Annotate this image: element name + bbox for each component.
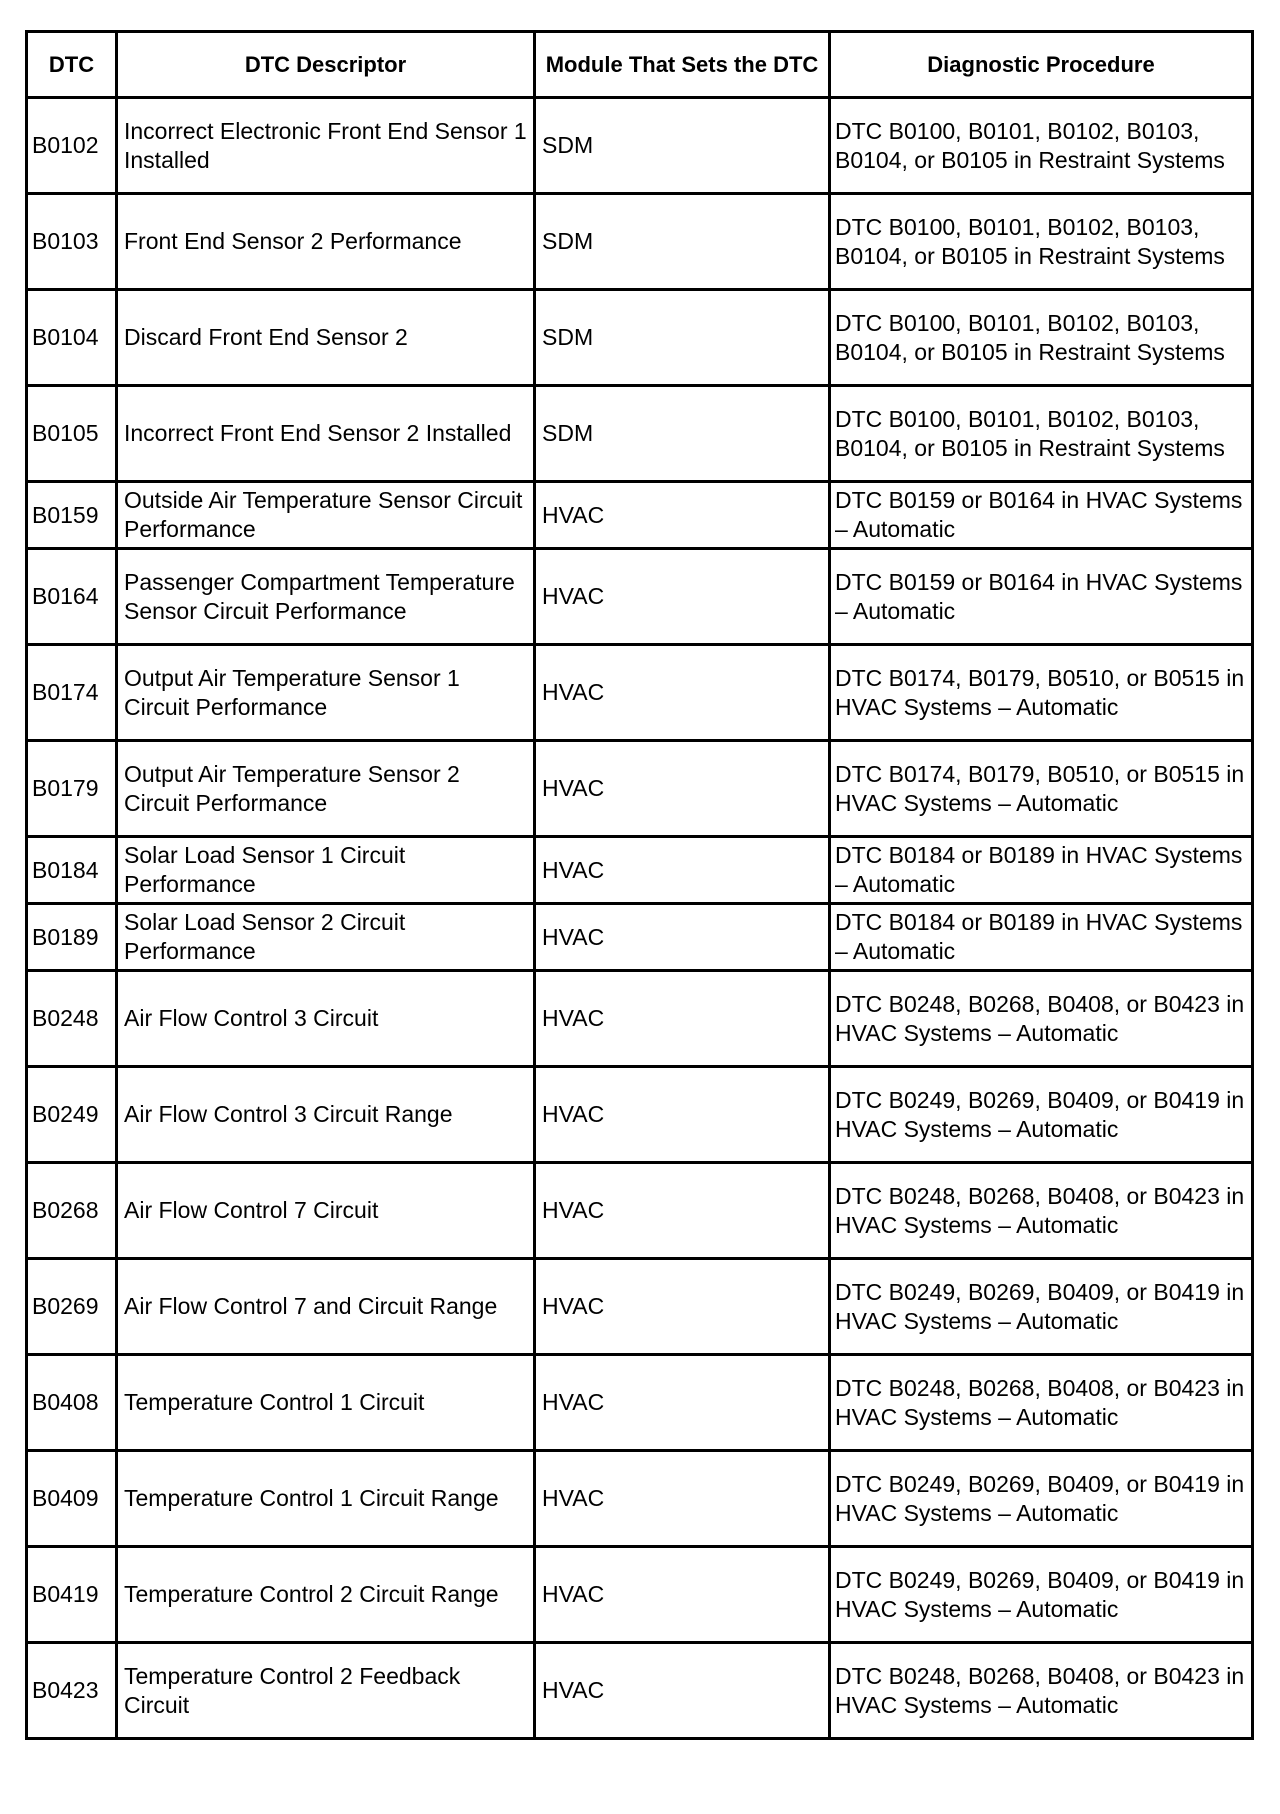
- setting-module: HVAC: [535, 1067, 830, 1163]
- setting-module: HVAC: [535, 549, 830, 645]
- dtc-descriptor: Front End Sensor 2 Performance: [117, 194, 535, 290]
- header-dtc: DTC: [27, 32, 117, 98]
- dtc-descriptor: Incorrect Electronic Front End Sensor 1 Installed: [117, 98, 535, 194]
- dtc-descriptor: Output Air Temperature Sensor 1 Circuit Performance: [117, 645, 535, 741]
- dtc-descriptor: Incorrect Front End Sensor 2 Installed: [117, 386, 535, 482]
- dtc-code: B0164: [27, 549, 117, 645]
- diagnostic-procedure: DTC B0249, B0269, B0409, or B0419 in HVAC Systems – Automatic: [830, 1259, 1253, 1355]
- setting-module: HVAC: [535, 1451, 830, 1547]
- setting-module: HVAC: [535, 837, 830, 904]
- diagnostic-procedure: DTC B0100, B0101, B0102, B0103, B0104, or B0105 in Restraint Systems: [830, 98, 1253, 194]
- table-row: [27, 645, 1253, 741]
- setting-module: SDM: [535, 98, 830, 194]
- dtc-descriptor: Output Air Temperature Sensor 2 Circuit Performance: [117, 741, 535, 837]
- table-header: [27, 32, 1253, 98]
- setting-module: HVAC: [535, 971, 830, 1067]
- dtc-descriptor: Air Flow Control 7 Circuit: [117, 1163, 535, 1259]
- table-row: [27, 1643, 1253, 1739]
- header-module: Module That Sets the DTC: [535, 32, 830, 98]
- setting-module: HVAC: [535, 1163, 830, 1259]
- dtc-descriptor: Temperature Control 2 Feedback Circuit: [117, 1643, 535, 1739]
- header-row: [27, 32, 1253, 98]
- table-row: [27, 1547, 1253, 1643]
- table-row: [27, 1163, 1253, 1259]
- setting-module: SDM: [535, 194, 830, 290]
- dtc-descriptor: Solar Load Sensor 2 Circuit Performance: [117, 904, 535, 971]
- dtc-code: B0423: [27, 1643, 117, 1739]
- dtc-code: B0249: [27, 1067, 117, 1163]
- dtc-code: B0419: [27, 1547, 117, 1643]
- dtc-code: B0409: [27, 1451, 117, 1547]
- dtc-descriptor: Outside Air Temperature Sensor Circuit Performance: [117, 482, 535, 549]
- dtc-code: B0105: [27, 386, 117, 482]
- dtc-descriptor: Passenger Compartment Temperature Sensor Circuit Performance: [117, 549, 535, 645]
- diagnostic-procedure: DTC B0100, B0101, B0102, B0103, B0104, or B0105 in Restraint Systems: [830, 386, 1253, 482]
- table-body: [27, 98, 1253, 1739]
- dtc-descriptor: Air Flow Control 3 Circuit Range: [117, 1067, 535, 1163]
- dtc-descriptor: Solar Load Sensor 1 Circuit Performance: [117, 837, 535, 904]
- dtc-descriptor: Discard Front End Sensor 2: [117, 290, 535, 386]
- table-row: [27, 837, 1253, 904]
- setting-module: HVAC: [535, 1259, 830, 1355]
- dtc-descriptor: Temperature Control 1 Circuit: [117, 1355, 535, 1451]
- table-row: [27, 98, 1253, 194]
- table-row: [27, 1259, 1253, 1355]
- setting-module: SDM: [535, 386, 830, 482]
- diagnostic-procedure: DTC B0174, B0179, B0510, or B0515 in HVAC Systems – Automatic: [830, 741, 1253, 837]
- header-procedure: Diagnostic Procedure: [830, 32, 1253, 98]
- dtc-code: B0189: [27, 904, 117, 971]
- diagnostic-procedure: DTC B0249, B0269, B0409, or B0419 in HVAC Systems – Automatic: [830, 1067, 1253, 1163]
- dtc-descriptor: Air Flow Control 3 Circuit: [117, 971, 535, 1067]
- table-row: [27, 1451, 1253, 1547]
- table-row: [27, 1067, 1253, 1163]
- dtc-code: B0268: [27, 1163, 117, 1259]
- dtc-code: B0269: [27, 1259, 117, 1355]
- dtc-code: B0408: [27, 1355, 117, 1451]
- table-row: [27, 549, 1253, 645]
- diagnostic-procedure: DTC B0100, B0101, B0102, B0103, B0104, or B0105 in Restraint Systems: [830, 194, 1253, 290]
- dtc-code: B0102: [27, 98, 117, 194]
- table-row: [27, 482, 1253, 549]
- setting-module: HVAC: [535, 741, 830, 837]
- dtc-code: B0174: [27, 645, 117, 741]
- dtc-descriptor: Temperature Control 2 Circuit Range: [117, 1547, 535, 1643]
- dtc-code: B0248: [27, 971, 117, 1067]
- dtc-code: B0104: [27, 290, 117, 386]
- table-row: [27, 741, 1253, 837]
- diagnostic-procedure: DTC B0100, B0101, B0102, B0103, B0104, or B0105 in Restraint Systems: [830, 290, 1253, 386]
- dtc-descriptor: Air Flow Control 7 and Circuit Range: [117, 1259, 535, 1355]
- dtc-descriptor: Temperature Control 1 Circuit Range: [117, 1451, 535, 1547]
- setting-module: HVAC: [535, 1355, 830, 1451]
- diagnostic-procedure: DTC B0249, B0269, B0409, or B0419 in HVAC Systems – Automatic: [830, 1451, 1253, 1547]
- dtc-table: [25, 30, 1254, 1740]
- setting-module: HVAC: [535, 904, 830, 971]
- diagnostic-procedure: DTC B0184 or B0189 in HVAC Systems – Automatic: [830, 904, 1253, 971]
- dtc-code: B0179: [27, 741, 117, 837]
- diagnostic-procedure: DTC B0248, B0268, B0408, or B0423 in HVAC Systems – Automatic: [830, 1643, 1253, 1739]
- setting-module: HVAC: [535, 1643, 830, 1739]
- diagnostic-procedure: DTC B0248, B0268, B0408, or B0423 in HVAC Systems – Automatic: [830, 971, 1253, 1067]
- setting-module: HVAC: [535, 645, 830, 741]
- table-row: [27, 904, 1253, 971]
- table-row: [27, 971, 1253, 1067]
- dtc-code: B0159: [27, 482, 117, 549]
- table-row: [27, 386, 1253, 482]
- table-row: [27, 194, 1253, 290]
- setting-module: SDM: [535, 290, 830, 386]
- diagnostic-procedure: DTC B0248, B0268, B0408, or B0423 in HVAC Systems – Automatic: [830, 1355, 1253, 1451]
- diagnostic-procedure: DTC B0249, B0269, B0409, or B0419 in HVAC Systems – Automatic: [830, 1547, 1253, 1643]
- dtc-code: B0103: [27, 194, 117, 290]
- dtc-code: B0184: [27, 837, 117, 904]
- diagnostic-procedure: DTC B0184 or B0189 in HVAC Systems – Automatic: [830, 837, 1253, 904]
- setting-module: HVAC: [535, 482, 830, 549]
- diagnostic-procedure: DTC B0174, B0179, B0510, or B0515 in HVAC Systems – Automatic: [830, 645, 1253, 741]
- header-descriptor: DTC Descriptor: [117, 32, 535, 98]
- diagnostic-procedure: DTC B0159 or B0164 in HVAC Systems – Automatic: [830, 549, 1253, 645]
- diagnostic-procedure: DTC B0159 or B0164 in HVAC Systems – Automatic: [830, 482, 1253, 549]
- setting-module: HVAC: [535, 1547, 830, 1643]
- table-row: [27, 290, 1253, 386]
- table-row: [27, 1355, 1253, 1451]
- diagnostic-procedure: DTC B0248, B0268, B0408, or B0423 in HVAC Systems – Automatic: [830, 1163, 1253, 1259]
